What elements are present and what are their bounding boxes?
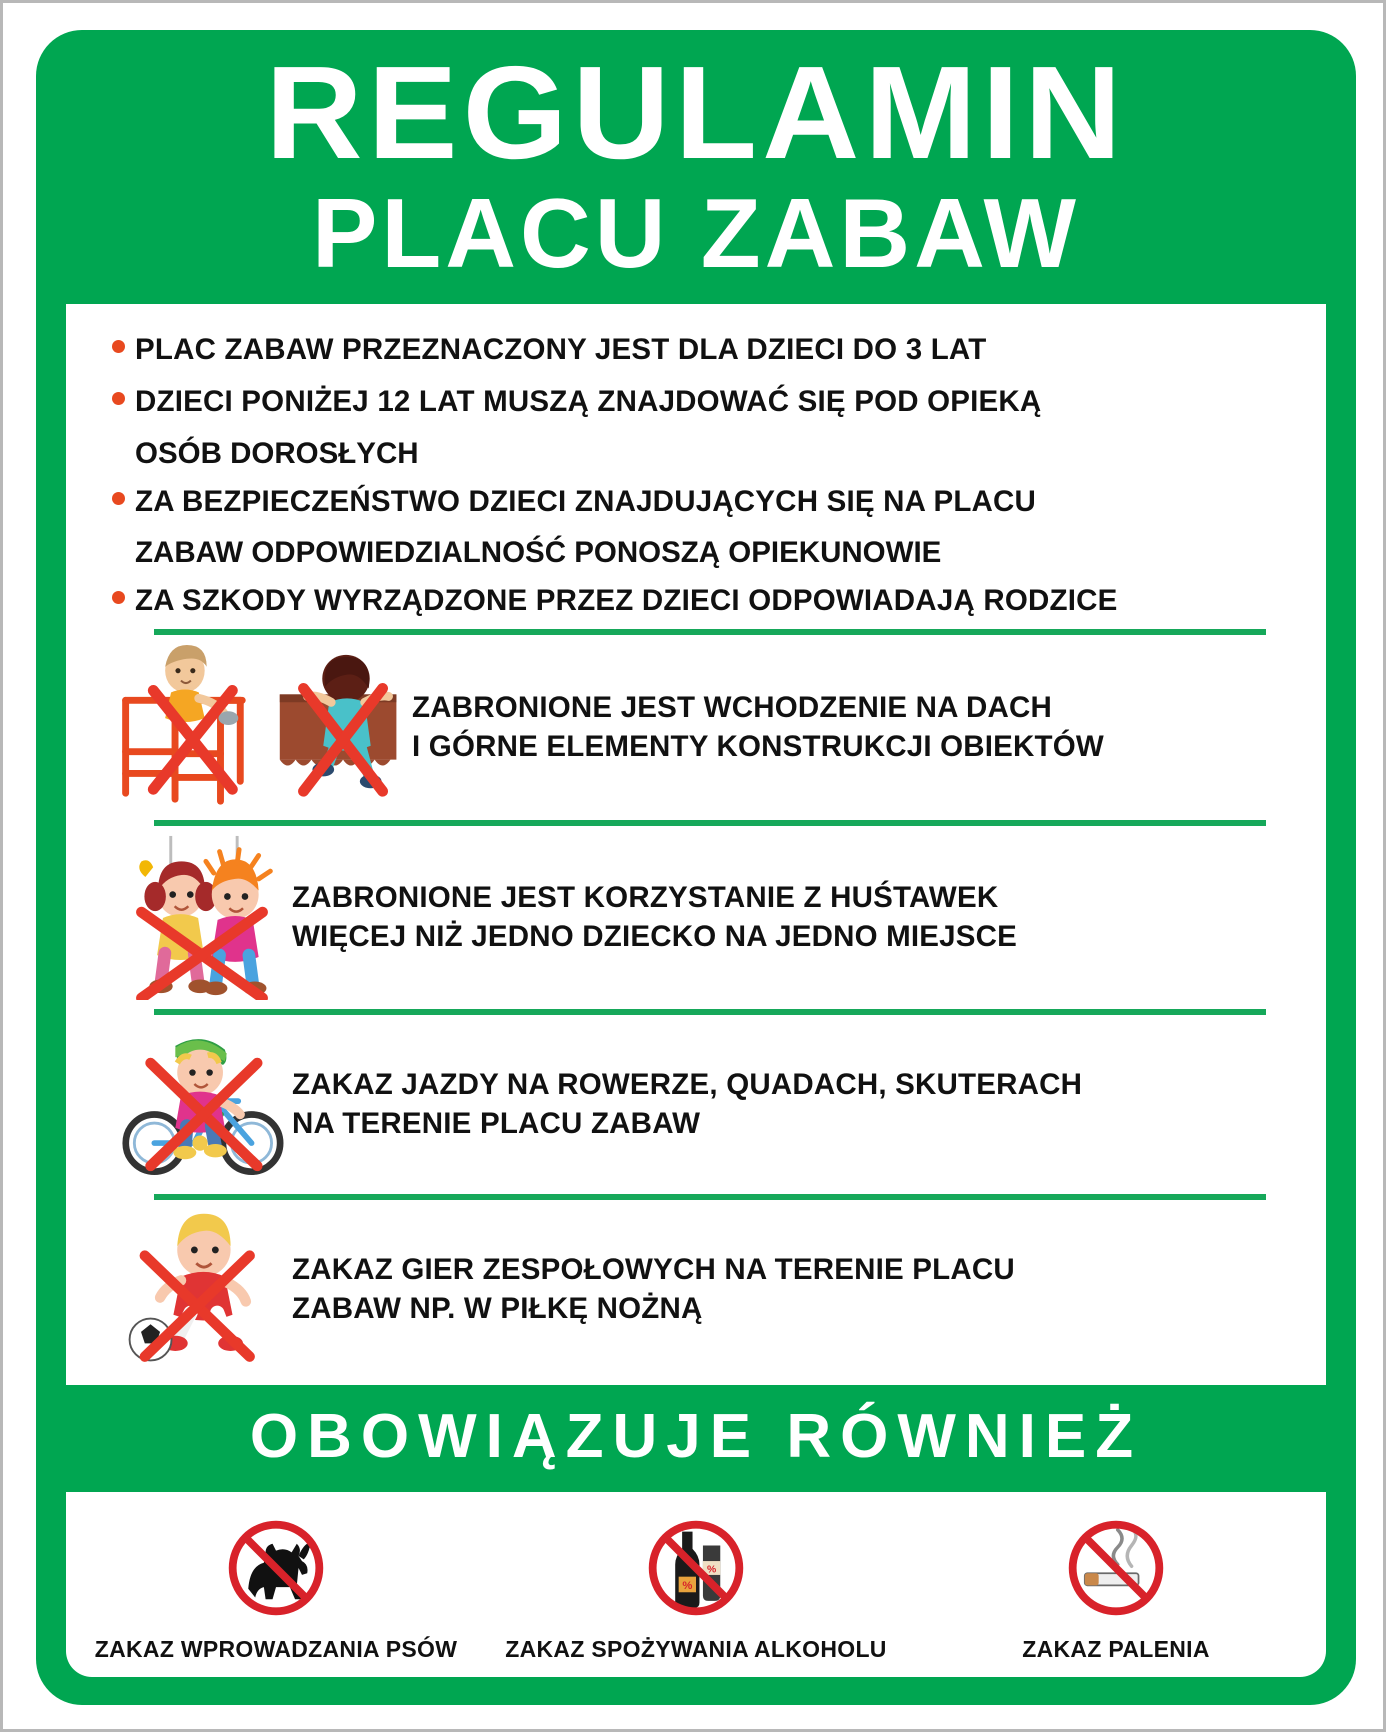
sign-header — [36, 30, 1356, 295]
rule-line: DZIECI PONIŻEJ 12 LAT MUSZĄ ZNAJDOWAĆ SIĘ POD OPIEKĄ — [135, 384, 1042, 418]
rule-line-continued: I GÓRNE ELEMENTY KONSTRUKCJI OBIEKTÓW — [412, 730, 1104, 764]
rule-line-continued: NA TERENIE PLACU ZABAW — [292, 1107, 701, 1141]
prohibition-label: ZAKAZ SPOŻYWANIA ALKOHOLU — [505, 1636, 887, 1662]
list-item — [112, 326, 1304, 374]
no-dogs-icon — [224, 1514, 328, 1622]
svg-text:%: % — [682, 1579, 693, 1592]
prohibition-label: ZAKAZ PALENIA — [1022, 1636, 1210, 1662]
rule-line: PLAC ZABAW PRZEZNACZONY JEST DLA DZIECI DO 3 LAT — [135, 333, 987, 367]
list-item — [112, 478, 1304, 578]
child-playing-football-crossed-out-icon — [112, 1205, 292, 1373]
rule-line: ZA BEZPIECZEŃSTWO DZIECI ZNAJDUJĄCYCH SIĘ NA PLACU — [135, 484, 1037, 518]
general-rules-list — [66, 326, 1326, 629]
rule-text — [292, 878, 1308, 958]
page-subtitle: PLACU ZABAW — [311, 178, 1081, 289]
list-item — [906, 1514, 1326, 1663]
list-item — [66, 1200, 1326, 1379]
banner-also-applies — [36, 1385, 1356, 1492]
pictogram-rules-list — [66, 629, 1326, 1379]
content-panel — [66, 304, 1326, 1385]
sign-board — [36, 30, 1356, 1705]
list-item — [112, 378, 1304, 478]
no-alcohol-icon — [644, 1514, 748, 1622]
list-item — [112, 577, 1304, 625]
rule-text — [412, 688, 1308, 768]
bullet-dot-icon — [112, 492, 125, 505]
rule-line: ZA SZKODY WYRZĄDZONE PRZEZ DZIECI ODPOWIADAJĄ RODZICE — [135, 584, 1118, 618]
rule-line-continued: WIĘCEJ NIŻ JEDNO DZIECKO NA JEDNO MIEJSCE — [292, 920, 1018, 954]
two-children-on-swing-crossed-out-icon — [112, 833, 292, 1001]
rule-line-continued: ZABAW NP. W PIŁKĘ NOŻNĄ — [292, 1292, 703, 1326]
prohibition-label: ZAKAZ WPROWADZANIA PSÓW — [94, 1636, 458, 1662]
rule-text — [292, 1250, 1308, 1330]
list-item — [66, 1514, 486, 1663]
rule-line: ZAKAZ JAZDY NA ROWERZE, QUADACH, SKUTERACH — [292, 1067, 1083, 1101]
rule-line-continued: OSÓB DOROSŁYCH — [135, 436, 419, 470]
list-item — [66, 826, 1326, 1009]
climbing-frame-and-roof-crossed-out-icon — [112, 643, 412, 811]
bullet-dot-icon — [112, 591, 125, 604]
rule-line-continued: ZABAW ODPOWIEDZIALNOŚĆ PONOSZĄ OPIEKUNOWIE — [135, 536, 942, 570]
no-smoking-icon — [1064, 1514, 1168, 1622]
banner-text: OBOWIĄZUJE RÓWNIEŻ — [249, 1402, 1143, 1471]
prohibitions-footer — [66, 1492, 1326, 1677]
rule-line: ZABRONIONE JEST WCHODZENIE NA DACH — [412, 690, 1052, 724]
list-item — [66, 635, 1326, 820]
rule-line: ZAKAZ GIER ZESPOŁOWYCH NA TERENIE PLACU — [292, 1252, 1015, 1286]
bullet-dot-icon — [112, 392, 125, 405]
rule-line: ZABRONIONE JEST KORZYSTANIE Z HUŚTAWEK — [292, 880, 999, 914]
child-on-bicycle-crossed-out-icon — [112, 1020, 292, 1188]
page-title: REGULAMIN — [265, 39, 1127, 186]
rule-text — [292, 1065, 1308, 1145]
list-item — [486, 1514, 906, 1663]
list-item — [66, 1015, 1326, 1194]
bullet-dot-icon — [112, 340, 125, 353]
svg-text:%: % — [706, 1564, 717, 1576]
